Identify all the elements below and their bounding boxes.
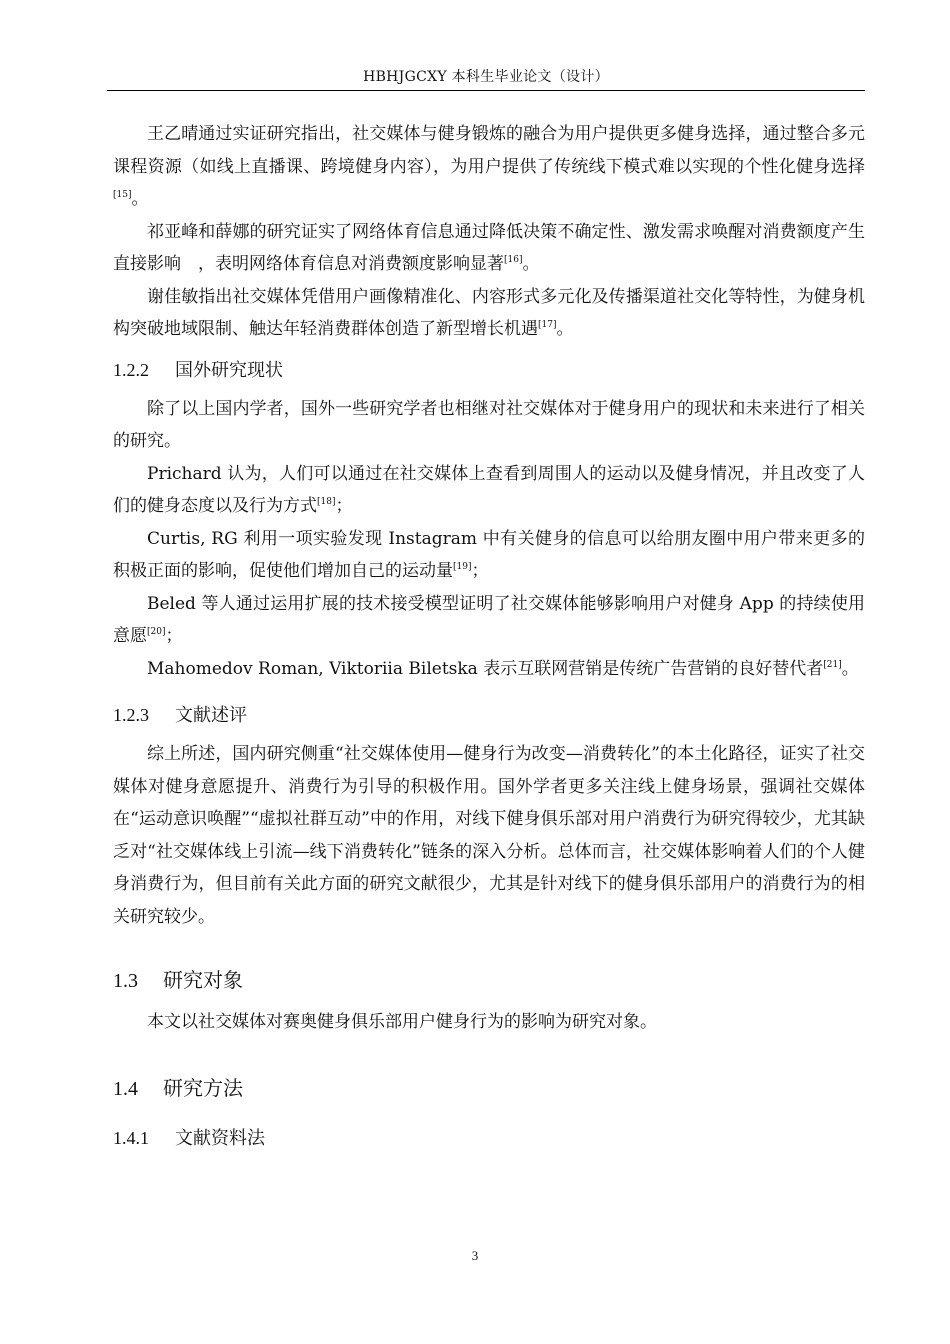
- paragraph-beled: Beled 等人通过运用扩展的技术接受模型证明了社交媒体能够影响用户对健身 App 的持续使用意愿[20]；: [113, 593, 865, 646]
- citation-20: [20]: [147, 627, 166, 637]
- citation-21: [21]: [823, 659, 842, 670]
- paragraph-mahomedov: Mahomedov Roman, Viktoriia Biletska 表示互联网营销是传统广告营销的良好替代者[21]。: [147, 658, 859, 679]
- page-header: HBHJGCXY 本科生毕业论文（设计）: [363, 69, 609, 85]
- paragraph-literature-review: 综上所述，国内研究侧重“社交媒体使用—健身行为改变—消费转化”的本土化路径，证实了社交媒体对健身意愿提升、消费行为引导的积极作用。国外学者更多关注线上健身场景，强调社交媒体在“运动意识唤醒”“虚拟社群互动”中的作用，对线下健身俱乐部对用户消费行为研究得较少，尤其缺乏对“社交媒体线上引流—线下消费转化”链条的深入分析。总体而言，社交媒体影响着人们的个人健身消费行为，但目前有关此方面的研究文献很少，尤其是针对线下的健身俱乐部用户的消费行为的相关研究较少。: [113, 744, 865, 927]
- heading-1-4: 1.4 研究方法: [113, 1075, 243, 1100]
- paragraph-curtis: Curtis, RG 利用一项实验发现 Instagram 中有关健身的信息可以给朋友圈中用户带来更多的积极正面的影响，促使他们增加自己的运动量[19]；: [113, 528, 865, 581]
- citation-17: [17]: [538, 320, 557, 330]
- page-number: 3: [471, 1248, 479, 1263]
- heading-1-4-1: 1.4.1 文献资料法: [113, 1127, 265, 1149]
- citation-18: [18]: [317, 497, 336, 507]
- heading-1-3: 1.3 研究对象: [113, 968, 243, 992]
- page-content: [113, 118, 865, 1155]
- heading-1-2-2: 1.2.2 国外研究现状: [113, 359, 283, 381]
- heading-1-2-3: 1.2.3 文献述评: [113, 705, 247, 726]
- paragraph-wang-yiqing: 王乙晴通过实证研究指出，社交媒体与健身锻炼的融合为用户提供更多健身选择，通过整合多元课程资源（如线上直播课、跨境健身内容），为用户提供了传统线下模式难以实现的个性化健身选择[15]。: [113, 124, 865, 209]
- paragraph-xie-jiamin: 谢佳敏指出社交媒体凭借用户画像精准化、内容形式多元化及传播渠道社交化等特性，为健身机构突破地域限制、触达年轻消费群体创造了新型增长机遇[17]。: [113, 286, 865, 339]
- citation-15: [15]: [113, 190, 132, 200]
- header-rule: [107, 90, 865, 91]
- paragraph-foreign-intro: 除了以上国内学者，国外一些研究学者也相继对社交媒体对于健身用户的现状和未来进行了相关的研究。: [113, 398, 865, 451]
- paragraph-qi-yafeng: 祁亚峰和薛娜的研究证实了网络体育信息通过降低决策不确定性、激发需求唤醒对消费额度产生直接影响 ，表明网络体育信息对消费额度影响显著[16]。: [113, 221, 865, 274]
- paragraph-research-object: 本文以社交媒体对赛奥健身俱乐部用户健身行为的影响为研究对象。: [147, 1012, 657, 1032]
- paragraph-prichard: Prichard 认为，人们可以通过在社交媒体上查看到周围人的运动以及健身情况，并且改变了人们的健身态度以及行为方式[18]；: [113, 463, 865, 516]
- citation-16: [16]: [504, 255, 523, 265]
- citation-19: [19]: [453, 562, 472, 572]
